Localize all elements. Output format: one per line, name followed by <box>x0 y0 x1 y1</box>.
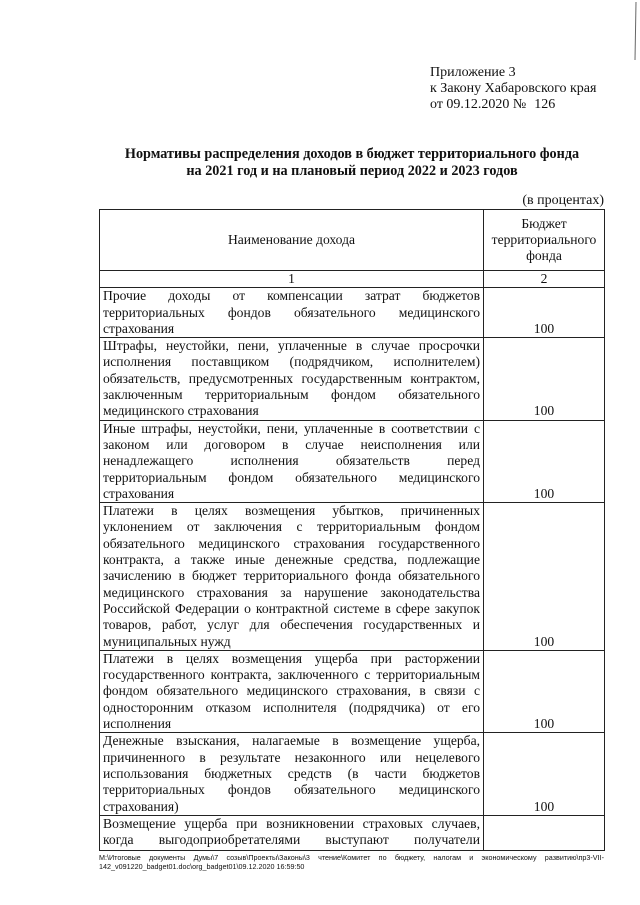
units-note: (в процентах) <box>522 193 604 208</box>
header-fund-budget: Бюджет территориального фонда <box>484 210 605 271</box>
index-col-2: 2 <box>484 271 605 288</box>
income-name-text: Денежные взыскания, налагаемые в возмещение ущерба, причиненного в результате незаконного или нецелевого использования бюджетных средств (в части бюджетов территориальных фондов обязательного медицинского страхования) <box>103 733 480 814</box>
norm-value-cell-empty <box>484 815 605 850</box>
index-col-1: 1 <box>100 271 484 288</box>
norm-value-cell: 100 <box>484 420 605 502</box>
norm-value-cell: 100 <box>484 338 605 420</box>
income-name-text: Штрафы, неустойки, пени, уплаченные в случае просрочки исполнения поставщиком (подрядчиком, исполнителем) обязательств, предусмотренных государственным контрактом, заключенным территориальным фондом обязательного медицинского страхования <box>103 338 480 419</box>
appendix-line-1: Приложение 3 <box>430 65 516 80</box>
income-name-text: Иные штрафы, неустойки, пени, уплаченные в соответствии с законом или договором в случае неисполнения или ненадлежащего исполнения обязательств перед территориальным фондом обязательного медицинского страхования <box>103 420 480 501</box>
scan-edge-mark <box>631 0 640 70</box>
income-name-cell <box>100 420 484 502</box>
appendix-law-number: 126 <box>534 97 556 112</box>
table-row <box>100 733 605 815</box>
appendix-line-2: к Закону Хабаровского края <box>430 81 597 96</box>
income-name-cell <box>100 338 484 420</box>
norm-value-cell: 100 <box>484 650 605 732</box>
table-row <box>100 420 605 502</box>
income-name-text: Платежи в целях возмещения ущерба при расторжении государственного контракта, заключенного с территориальным фондом обязательного медицинского страхования, в связи с односторонним отказом исполнителя (подрядчика) от его исполнения <box>103 650 480 732</box>
revenue-distribution-table <box>99 209 605 851</box>
file-path-footer: M:\Итоговые документы Думы\7 созыв\Проекты\Законы\3 чтение\Комитет по бюджету, налогам и экономическому развитию\пр3-VII-142_v091220_badget01.doc\org_badget01\09.12.2020 16:59:50 <box>99 853 604 871</box>
norm-value-cell: 100 <box>484 288 605 338</box>
appendix-date: от 09.12.2020 № <box>430 97 527 112</box>
income-name-cell <box>100 815 484 850</box>
income-name-cell <box>100 733 484 815</box>
table-row <box>100 288 605 338</box>
norm-value-cell: 100 <box>484 503 605 651</box>
income-name-cell <box>100 503 484 651</box>
appendix-line-3 <box>430 97 596 113</box>
income-name-text: Платежи в целях возмещения убытков, причиненных уклонением от заключения с территориальным фондом обязательного медицинского страхования государственного контракта, а также иные денежные средства, подлежащие зачислению в бюджет территориального фонда обязательного медицинского страхования за нарушение законодательства Российской Федерации о контрактной системе в сфере закупок товаров, работ, услуг для обеспечения государственных и муниципальных нужд <box>103 503 480 649</box>
table-row <box>100 650 605 732</box>
income-name-text: Прочие доходы от компенсации затрат бюджетов территориальных фондов обязательного медицинского страхования <box>103 288 480 336</box>
income-name-cell <box>100 288 484 338</box>
header-income-name: Наименование дохода <box>100 210 484 271</box>
table-row-partial <box>100 815 605 850</box>
document-title <box>100 146 604 180</box>
table-row <box>100 338 605 420</box>
appendix-reference <box>430 65 596 113</box>
table-row <box>100 503 605 651</box>
title-line-2: на 2021 год и на плановый период 2022 и 2023 годов <box>186 163 518 179</box>
income-name-cell <box>100 650 484 732</box>
income-name-text: Возмещение ущерба при возникновении страховых случаев, когда выгодоприобретателями выступают получатели <box>103 815 480 848</box>
norm-value-cell: 100 <box>484 733 605 815</box>
title-line-1: Нормативы распределения доходов в бюджет территориального фонда <box>124 146 580 162</box>
table-header-row <box>100 210 605 271</box>
table-index-row <box>100 271 605 288</box>
